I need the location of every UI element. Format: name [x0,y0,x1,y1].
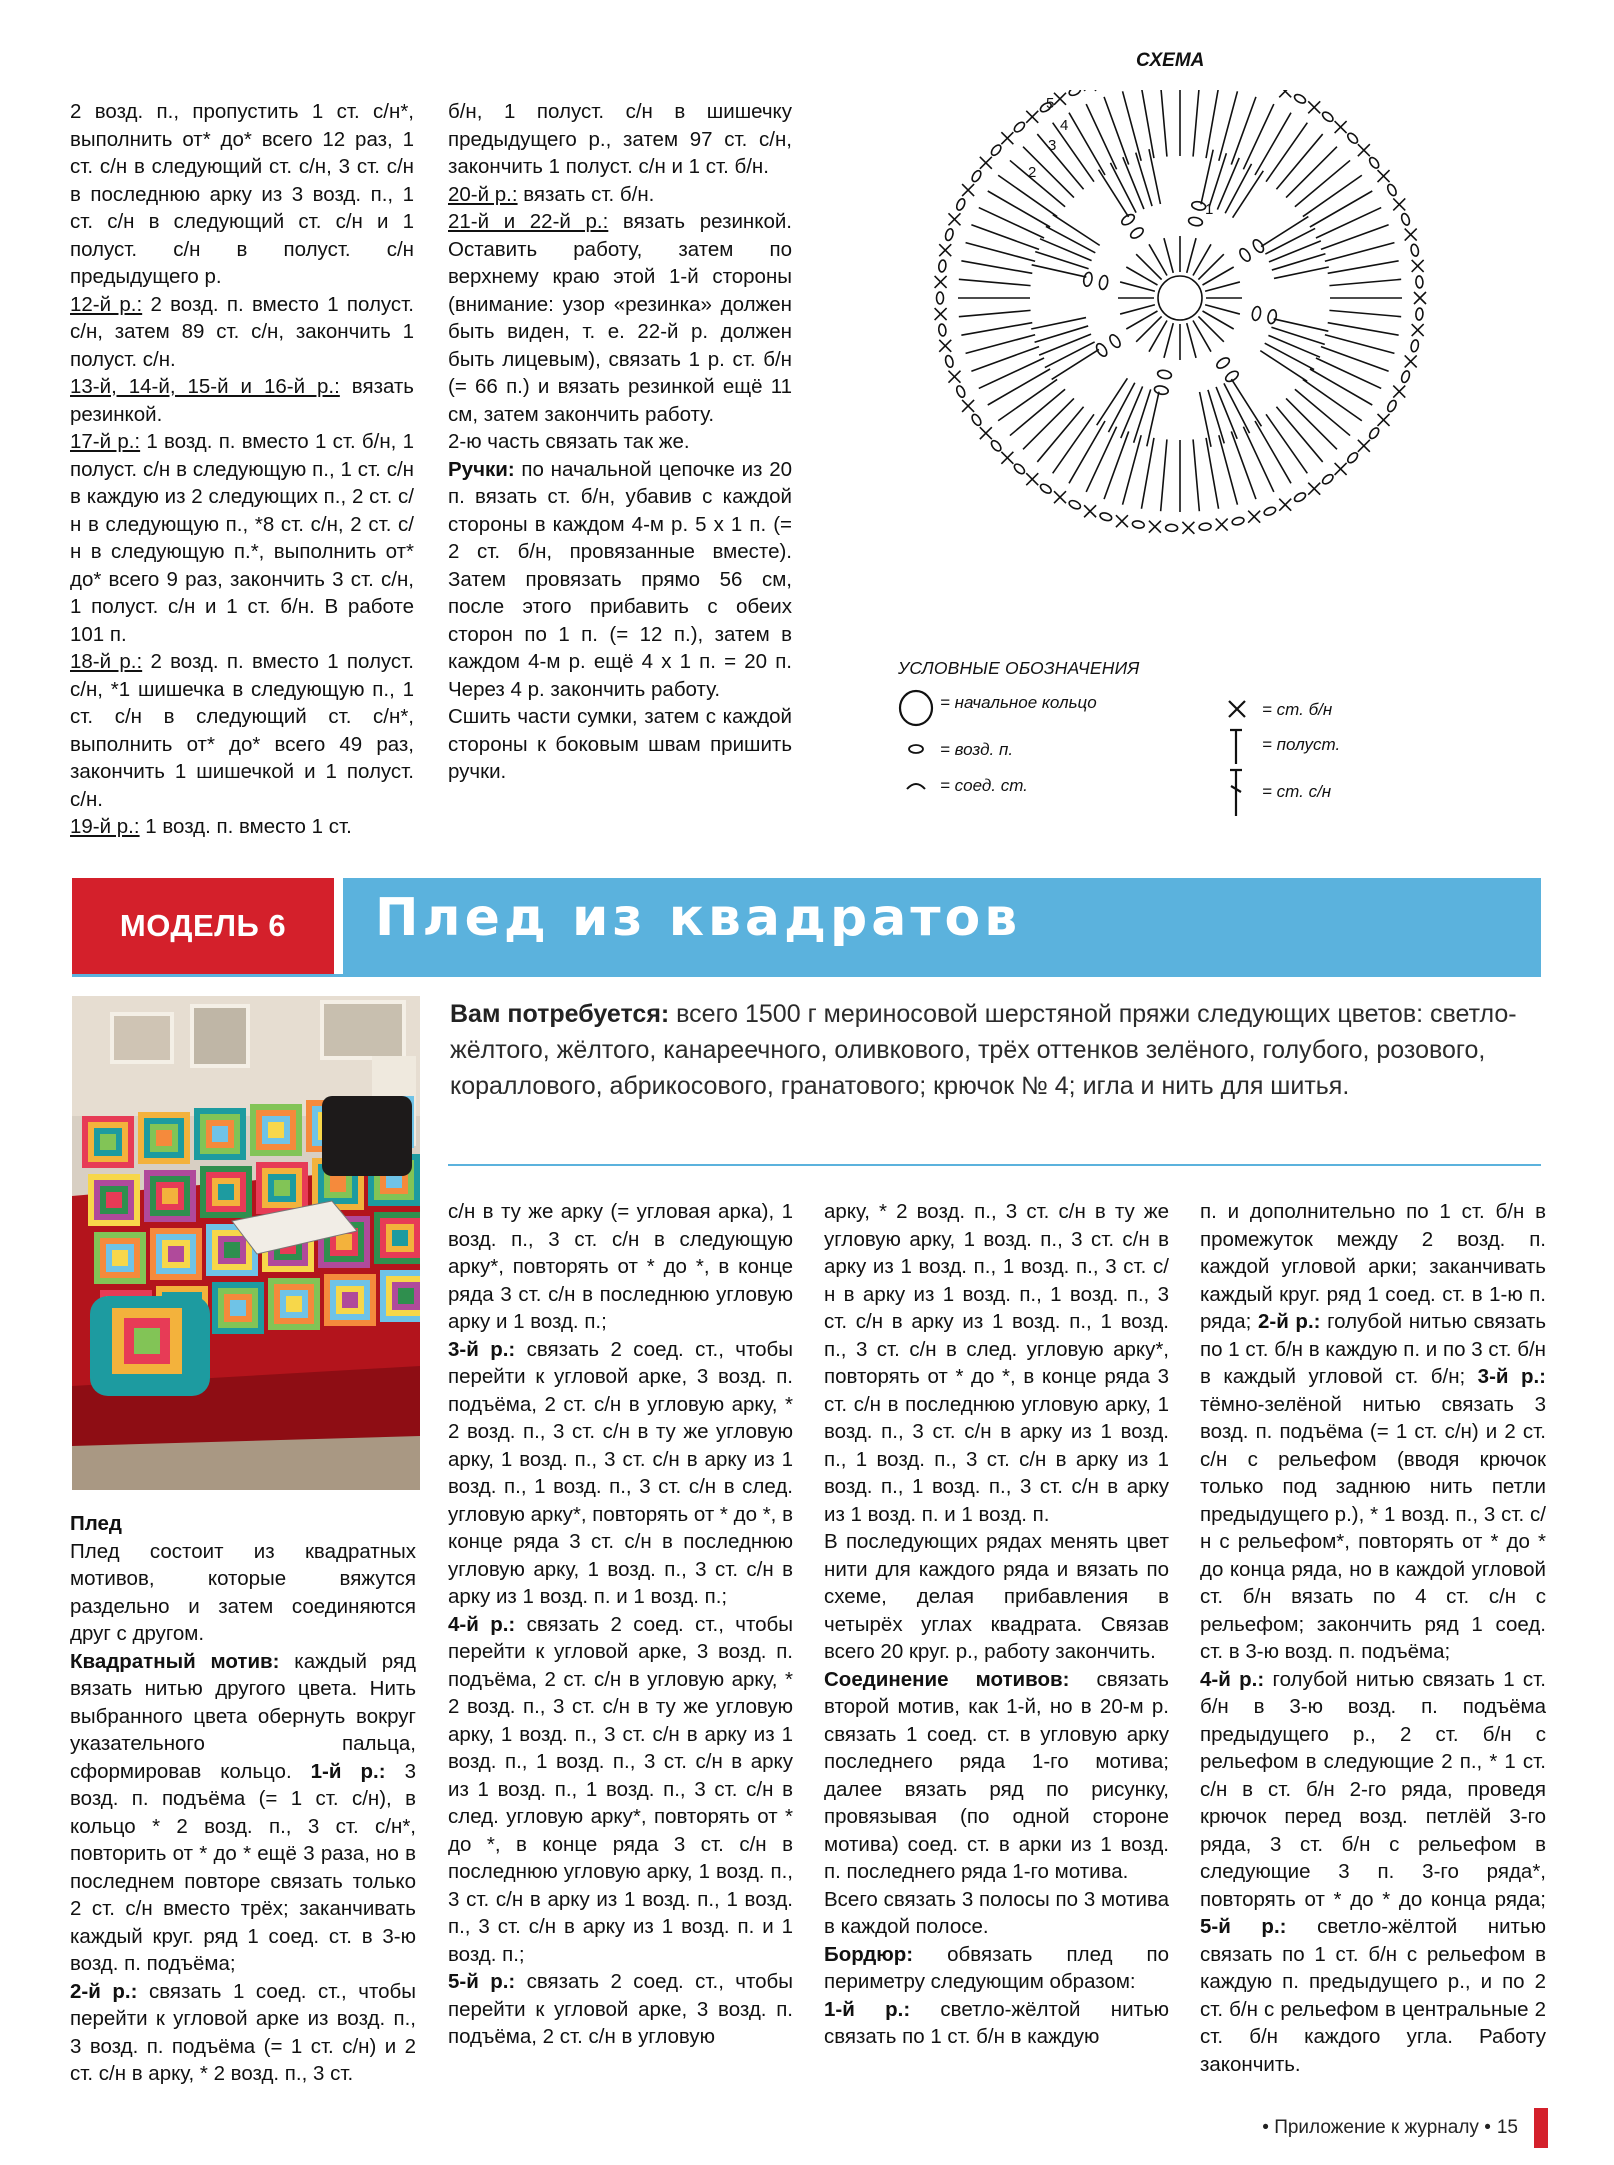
granny-square-ring [342,1292,358,1308]
paragraph: Квадратный мотив: каждый ряд вязать нитью другого цвета. Нить выбранного цвета обернуть вокруг указательного пальца, сформировав кольцо. 1-й р.: 3 возд. п. подъёма (= 1 ст. с/н), в кольцо * 2 возд. п., 3 ст. с/н*, повторить от * до * ещё 3 раза, но в последнем повторе связать только 2 ст. с/н вместо трёх; заканчивать каждый круг. ряд 1 соед. ст. в 3-ю возд. п. подъёма; [70,1649,417,1975]
stitch [1274,319,1329,331]
legend [890,658,1530,818]
stitch [1243,427,1273,492]
page-number: 15 [1496,2117,1518,2138]
stitch [1141,90,1154,158]
chain-stitch [938,324,947,337]
stitch [1265,343,1314,369]
stitch [1303,175,1362,216]
chain-stitch [1129,226,1145,240]
chain-stitch [1068,499,1082,511]
stitch [1209,153,1226,206]
granny-square-ring [162,1188,178,1204]
chain-stitch [1098,275,1109,290]
paragraph: Сшить части сумки, затем с каждой стороны к боковым швам пришить ручки. [448,705,792,783]
stitch [1316,358,1381,388]
single-crochet [1378,170,1390,182]
stitch [1120,305,1155,314]
stitch [1201,150,1213,205]
single-crochet [1335,121,1347,133]
stitch [1037,134,1083,189]
chain-stitch [990,439,1003,453]
stitch [1164,323,1173,358]
stitch [1295,160,1350,206]
blanket-photo [72,996,420,1490]
stitch [1123,435,1142,505]
paragraph: Бордюр: обвязать плед по периметру следующим образом: [824,1942,1169,1993]
single-crochet [1393,198,1405,210]
stitch [1286,398,1337,449]
single-crochet [1084,505,1096,517]
stitch [998,175,1057,216]
chain-stitch [1157,369,1172,380]
single-crochet [1084,90,1096,91]
divider [448,1164,1541,1166]
row-20: 20-й р.: вязать ст. б/н. [448,182,655,206]
row-number-label: 5 [1046,95,1055,112]
stitch [998,379,1057,420]
stitch [1310,191,1372,227]
single-crochet [1412,324,1424,336]
stitch [1046,226,1095,252]
chain-stitch [1386,183,1398,197]
legend-slip-label: = соед. ст. [940,776,1028,795]
chain-stitch [1199,523,1212,531]
stitch [959,310,1031,316]
double-crochet-icon [1226,766,1246,818]
stitch [1260,351,1307,382]
paragraph: 1-й р.: светло-жёлтой нитью связать по 1 ст. б/н в каждую [824,1997,1169,2048]
chain-stitch [1120,212,1136,226]
chain-stitch [944,355,954,368]
legend-chain-label: = возд. п. [940,740,1014,759]
stitch [961,323,1032,336]
granny-square-ring [218,1184,234,1200]
stitch [1136,153,1152,207]
legend-dc-label: = ст. с/н [1262,782,1332,801]
row-18: 18-й р.: 2 возд. п. вместо 1 полуст. с/н, *1 шишечка в следующую п., 1 ст. с/н в следующий ст. с/н*, выполнить от* до* всего 49 раз, закончить 1 шишечкой и 1 полуст. с/н. [70,650,414,811]
single-crochet [1414,292,1426,304]
chain-stitch [1154,385,1169,396]
top-column-1 [70,98,414,841]
chain-stitch-icon [904,742,928,756]
stitch [1193,90,1199,157]
section-heading: Плед [70,1512,122,1535]
stitch [1141,438,1154,509]
paragraph: В последующих рядах менять цвет нити для каждого ряда и вязать по схеме, делая прибавления в четырёх углах квадрата. Связав всего 20 круг. р., работу закончить. [824,1530,1169,1663]
chain-stitch [1346,451,1359,464]
chain-stitch [970,169,982,183]
chain-stitch [1013,120,1027,133]
stitch [1104,431,1129,499]
pattern-column-2 [448,1198,793,2051]
granny-square-ring [156,1130,172,1146]
stitch [1164,238,1173,273]
stitch [1104,97,1129,165]
granny-square-ring [330,1176,346,1192]
stitch [1231,379,1261,426]
stitch [1120,282,1155,291]
chain-stitch [1416,276,1424,288]
stitch [1266,123,1307,182]
paragraph: 5-й р.: связать 2 соед. ст., чтобы перейти к угловой арке, 3 возд. п. подъёма, 2 ст. с/н в угловую [448,1970,793,2048]
stitch [1053,215,1100,246]
stitch [1310,369,1372,405]
chain-stitch [1166,524,1178,531]
single-crochet [1279,90,1291,97]
granny-square-ring [392,1230,408,1246]
chain-stitch [938,260,947,273]
single-crochet [1412,260,1424,272]
chain-stitch [1083,272,1094,287]
stitch [1052,349,1099,379]
stitch [1031,318,1086,329]
stitch [1037,407,1083,462]
stitch [1108,383,1134,432]
chain-stitch [944,228,954,241]
legend-hdc-label: = полуст. [1262,735,1341,754]
single-crochet [1393,386,1405,398]
handles: Ручки: по начальной цепочке из 20 п. вязать ст. б/н, убавив с каждой стороны в каждом 4-м р. 5 х 1 п. (= 2 ст. б/н, провязанные вместе). Затем провязать прямо 56 см, после этого прибавить с обеих сторон по 1 п. (= 12 п.), затем в каждом 4-м р. ещё 4 х 1 п. = 20 п. Через 4 р. закончить работу. [448,457,792,701]
footer-accent-bar [1534,2108,1548,2148]
stitch [1206,90,1219,158]
single-crochet [1026,111,1038,123]
divider [72,974,1541,977]
chain-stitch [1400,213,1411,227]
paragraph: 4-й р.: связать 2 соед. ст., чтобы перейти к угловой арке, 3 возд. п. подъёма, 2 ст. с/н в угловую арку, * 2 возд. п., 3 ст. с/н в ту же угловую арку, 1 возд. п., 3 ст. с/н в арку из 1 возд. п., 1 возд. п., 3 ст. с/н в арку из 1 возд. п., 1 возд. п., 3 ст. с/н в след. угловую арку*, повторять от * до *, в конце ряда 3 ст. с/н в последнюю угловую арку, 1 возд. п., 3 ст. с/н в арку из 1 возд. п., 1 возд. п., 3 ст. с/н в арку из 1 возд. п. и 1 возд. п.; [448,1612,793,1966]
stitch [1268,335,1320,357]
granny-square-ring [100,1134,116,1150]
stitch [979,358,1044,388]
stitch [1329,310,1401,316]
granny-square-ring [212,1126,228,1142]
stitch [959,279,1031,285]
stitch [1035,326,1089,342]
crochet-scheme-diagram [850,90,1530,650]
stitch [1274,267,1329,278]
stitch [1039,334,1091,355]
model-title-banner [343,878,1541,974]
half-double-icon [1226,726,1246,766]
ring-icon [896,688,936,728]
stitch [1224,383,1250,433]
stitch [1255,113,1291,175]
stitch [1233,171,1264,218]
stitch [1255,421,1291,483]
materials-needed: Вам потребуется: всего 1500 г мериносовой шерстяной пряжи следующих цветов: светло-жёлтого, жёлтого, канареечного, оливкового, трёх оттенков зелёного, голубого, розового, кораллового, абрикосового, гранатового; крючок № 4; игла и нить для шитья. [450,1000,1517,1100]
chain-stitch [1231,516,1244,526]
stitch [1187,238,1196,273]
chain-stitch [1238,247,1252,263]
single-crochet [1149,521,1161,533]
chain-stitch [1293,491,1307,503]
stitch [1272,254,1326,270]
single-crochet [1054,491,1066,503]
chain-stitch [1215,356,1231,370]
paragraph: б/н, 1 полуст. с/н в шишечку предыдущего р., затем 97 ст. с/н, закончить 1 полуст. с/н и 1 ст. б/н. [448,100,792,178]
model-badge: МОДЕЛЬ 6 [72,878,334,974]
paragraph: 3-й р.: связать 2 соед. ст., чтобы перейти к угловой арке, 3 возд. п. подъёма, 2 ст. с/н в угловую арку, * 2 возд. п., 3 ст. с/н в ту же угловую арку, 1 возд. п., 3 ст. с/н в арку из 1 возд. п., 1 возд. п., 3 ст. с/н в след. угловую арку*, повторять от * до *, в конце ряда 3 ст. с/н в последнюю угловую арку, 1 возд. п., 3 ст. с/н в арку из 1 возд. п. и 1 возд. п.; [448,1337,793,1608]
chain-stitch [1410,339,1419,352]
single-crochet [1405,229,1417,241]
stitch [1329,279,1401,285]
paragraph: 2 возд. п., пропустить 1 ст. с/н*, выполнить от* до* всего 12 раз, 1 ст. с/н в следующий ст. с/н, 3 ст. с/н в последнюю арку из 3 возд. п., 1 ст. с/н в следующий ст. с/н и 1 полуст. с/н в полуст. с/н предыдущего р. [70,100,414,288]
row-number-label: 1 [1205,201,1214,218]
chain-stitch [1293,93,1307,105]
paragraph: п. и дополнительно по 1 ст. б/н в промежуток между 2 возд. п. каждой угловой арки; заканчивать каждый круг. ряд 1 соед. ст. в 1-ю п. ряда; 2-й р.: голубой нитью связать по 1 ст. б/н в каждую п. и по 3 ст. б/н в каждый угловой ст. б/н; 3-й р.: тёмно-зелёной нитью связать 3 возд. п. подъёма (= 1 ст. с/н) и 2 ст. с/н с рельефом (вводя крючок только под заднюю нить петли предыдущего р.), * 1 возд. п., 3 ст. с/н с рельефом*, повторять от * до * до конца ряда, но в каждой угловой ст. б/н вязать по 4 ст. с/н с рельефом; закончить ряд 1 соед. ст. в 3-ю возд. п. подъёма; [1200,1200,1547,1663]
stitch [1032,265,1087,277]
single-crochet [1001,452,1013,464]
top-column-2 [448,98,792,786]
single-crochet [939,340,951,352]
granny-square-ring [398,1288,414,1304]
stitch [1069,421,1105,483]
granny-square-ring [168,1246,184,1262]
stitch [1147,392,1159,447]
stitch [1086,104,1116,169]
paragraph: с/н в ту же арку (= угловая арка), 1 возд. п., 3 ст. с/н в следующую арку*, повторять от * до *, в конце ряда 3 ст. с/н в последнюю угловую арку и 1 возд. п.; [448,1200,793,1333]
chain-stitch [1251,306,1262,321]
stitch [1123,91,1142,161]
stitch [1193,439,1199,511]
chain-stitch [1267,309,1278,324]
stitch [1053,123,1094,182]
stitch [1023,398,1074,449]
chain-stitch [1068,90,1082,97]
row-number-label: 4 [1060,117,1069,134]
chain-stitch [1368,156,1381,170]
stitch [1276,407,1322,462]
stitch [1010,389,1065,435]
chain-stitch [955,198,966,212]
single-crochet [948,371,960,383]
single-crochet [1216,519,1228,531]
stitch [1040,239,1092,261]
stitch [966,335,1036,354]
stitch [1243,104,1273,169]
stitch [1161,439,1167,511]
stitch [1231,97,1256,165]
chain-stitch [1132,520,1145,529]
chain-stitch [1039,482,1053,495]
stitch [1265,228,1315,254]
single-crochet [948,213,960,225]
stitch [1321,225,1389,250]
chain-stitch [1400,370,1411,384]
single-crochet [939,244,951,256]
paragraph: 2-ю часть связать так же. [448,430,690,453]
pattern-column-4 [1200,1198,1546,2078]
stitch [966,243,1036,262]
stitch [1303,379,1362,420]
stitch [1086,427,1116,492]
stitch [971,225,1039,250]
chain-stitch [1410,244,1419,257]
row-13-16: 13-й, 14-й, 15-й и 16-й р.: вязать резинкой. [70,375,414,426]
stitch [1121,386,1143,438]
stitch [1069,113,1105,175]
single-crochet-icon [1224,696,1250,722]
chain-stitch [1386,399,1398,413]
legend-title: УСЛОВНЫЕ ОБОЗНАЧЕНИЯ [898,658,1140,678]
stitch [979,208,1044,238]
stitch [1219,91,1238,161]
stitch [1225,164,1251,213]
stitch [1045,342,1095,368]
chain-stitch [1416,308,1424,320]
stitch [1110,163,1136,213]
scheme-title: СХЕМА [1136,50,1205,71]
stitch [1325,243,1395,262]
stitch [1099,170,1129,217]
stitch [1187,323,1196,358]
single-crochet [1116,515,1128,527]
single-crochet [980,427,992,439]
stitch [1205,305,1240,314]
pattern-column-3 [824,1198,1169,2051]
stitch [1161,90,1167,157]
stitch [1123,157,1144,209]
paragraph: арку, * 2 возд. п., 3 ст. с/н в ту же угловую арку, 1 возд. п., 3 ст. с/н в арку из 1 возд. п., 1 возд. п., 3 ст. с/н в арку из 1 возд. п., 1 возд. п., 3 ст. с/н в арку из 1 возд. п., 1 возд. п., 3 ст. с/н в след. угловую арку*, повторять от * до *, в конце ряда 3 ст. с/н в последнюю угловую арку, 1 возд. п., 3 ст. с/н в арку из 1 возд. п., 1 возд. п., 3 ст. с/н в арку из 1 возд. п., 1 возд. п., 3 ст. с/н в арку из 1 возд. п. и 1 возд. п. [824,1200,1169,1526]
row-19: 19-й р.: 1 возд. п. вместо 1 ст. [70,815,352,838]
legend-sc-label: = ст. б/н [1262,700,1333,719]
stitch [1295,389,1350,435]
granny-square-ring [230,1300,246,1316]
single-crochet [962,184,974,196]
stitch [1208,390,1224,444]
single-crochet [1279,499,1291,511]
single-crochet [1182,522,1194,534]
single-crochet [1308,483,1320,495]
chain-stitch [955,385,966,399]
stitch [1328,261,1399,274]
model-title: Плед из квадратов [375,888,1022,948]
stitch [1134,389,1151,442]
stitch [1216,387,1237,439]
stitch [1097,378,1128,425]
chain-stitch [1321,110,1335,123]
legend-ring-label: = начальное кольцо [940,693,1097,712]
single-crochet [1026,473,1038,485]
chain-stitch [1346,131,1359,144]
paragraph: 4-й р.: голубой нитью связать 1 ст. б/н в 3-ю возд. п. подъёма предыдущего р., 2 ст. б/н с рельефом в следующие 2 п., * 1 ст. с/н в ст. б/н 2-го ряда, проведя крючок перед возд. петлёй 3-го ряда, 3 ст. б/н с рельефом в следующие 3 п. 3-го ряда*, повторять от * до * до конца ряда; 5-й р.: светло-жёлтой нитью связать по 1 ст. б/н с рельефом в каждую п. предыдущего р., и по 2 ст. б/н с рельефом в центральные 2 ст. б/н каждого угла. Работу закончить. [1200,1667,1546,2076]
stitch [961,261,1032,274]
chain-stitch [970,413,982,427]
single-crochet [935,308,947,320]
row-17: 17-й р.: 1 возд. п. вместо 1 ст. б/н, 1 полуст. с/н в следующую п., 1 ст. с/н в каждую из 2 следующих п., 2 ст. с/н в следующую п., *8 ст. с/н, 2 ст. с/н в следующую п.*, выполнить от* до* всего 9 раз, закончить 3 ст. с/н, 1 полуст. с/н и 1 ст. б/н. В работе 101 п. [70,430,414,646]
stitch [1217,158,1239,210]
stitch [1271,327,1324,344]
chain-stitch [937,292,944,304]
single-crochet [980,157,992,169]
stitch [1325,335,1395,354]
granny-square-ring [224,1242,240,1258]
chain-stitch [1224,369,1240,383]
granny-square-ring [106,1192,122,1208]
stitch [1328,323,1399,336]
single-crochet [1378,414,1390,426]
pattern-column-1 [70,1510,416,2088]
stitch [1035,252,1088,269]
single-crochet [1335,463,1347,475]
row-12: 12-й р.: 2 возд. п. вместо 1 полуст. с/н, затем 89 ст. с/н, закончить 1 полуст. с/н. [70,292,414,371]
single-crochet [1308,101,1320,113]
stitch [1206,438,1219,509]
granny-square-ring [268,1122,284,1138]
single-crochet [935,276,947,288]
chain-stitch [990,143,1003,157]
granny-square-ring [286,1296,302,1312]
stitch [1053,414,1094,473]
single-crochet [1248,511,1260,523]
paragraph: Плед состоит из квадратных мотивов, которые вяжутся раздельно и затем соединяются друг с другом. [70,1539,416,1645]
row-number-label: 2 [1028,164,1037,181]
stitch [1205,282,1240,291]
starting-ring [1158,276,1202,320]
single-crochet [1405,355,1417,367]
stitch [1266,414,1307,473]
chain-stitch [1251,238,1265,254]
row-21-22: 21-й и 22-й р.: вязать резинкой. Оставить работу, затем по верхнему краю этой 1-й стороны (внимание: узор «резинка» должен быть виден, т. е. 22-й р. должен быть лицевым), связать 1 р. ст. б/н (= 66 п.) и вязать резинкой ещё 11 см, затем закончить работу. [448,210,793,426]
paragraph: 2-й р.: связать 1 соед. ст., чтобы перейти к угловой арке из возд. п., 3 возд. п. подъёма (= 1 ст. с/н) и 2 ст. с/н в арку, * 2 возд. п., 3 ст. [70,1979,416,2085]
stitch [1010,160,1065,206]
single-crochet [1001,132,1013,144]
chain-stitch [1108,333,1122,349]
chain-stitch [1368,426,1381,440]
row-number-label: 3 [1048,137,1057,154]
granny-square-ring [112,1250,128,1266]
stitch [1231,431,1256,499]
stitch [1200,392,1211,447]
stitch [1219,435,1238,505]
stitch [1286,147,1337,198]
single-crochet [1358,440,1370,452]
stitch [1276,134,1322,189]
slip-stitch-icon [904,778,928,792]
chain-stitch [1094,342,1108,358]
chain-stitch [1263,506,1277,517]
single-crochet [962,400,974,412]
stitch [971,347,1039,372]
stitch [1316,208,1381,238]
page-footer [1262,2108,1548,2148]
single-crochet [1358,144,1370,156]
stitch [1321,347,1389,372]
chain-stitch [1099,512,1113,522]
stitch [1261,217,1308,247]
chain-stitch [1188,216,1203,227]
granny-square-ring [274,1180,290,1196]
chain-stitch [1321,473,1335,486]
granny-square-ring [336,1234,352,1250]
chain-stitch [1013,462,1027,475]
stitch [1269,241,1321,262]
footer-text: • Приложение к журналу • [1262,2117,1491,2138]
paragraph: Всего связать 3 полосы по 3 мотива в каждой полосе. [824,1887,1169,1938]
single-crochet [1054,93,1066,105]
stitch [988,191,1050,227]
paragraph: Соединение мотивов: связать второй мотив, как 1-й, но в 20-м р. связать 1 соед. ст. в угловую арку последнего ряда 1-го мотива; далее вязать ряд по рисунку, провязывая (по одной стороне мотива) соед. ст. в арки из 1 возд. п. последнего ряда 1-го мотива. [824,1667,1169,1883]
stitch [1149,149,1160,204]
stitch [988,369,1050,405]
